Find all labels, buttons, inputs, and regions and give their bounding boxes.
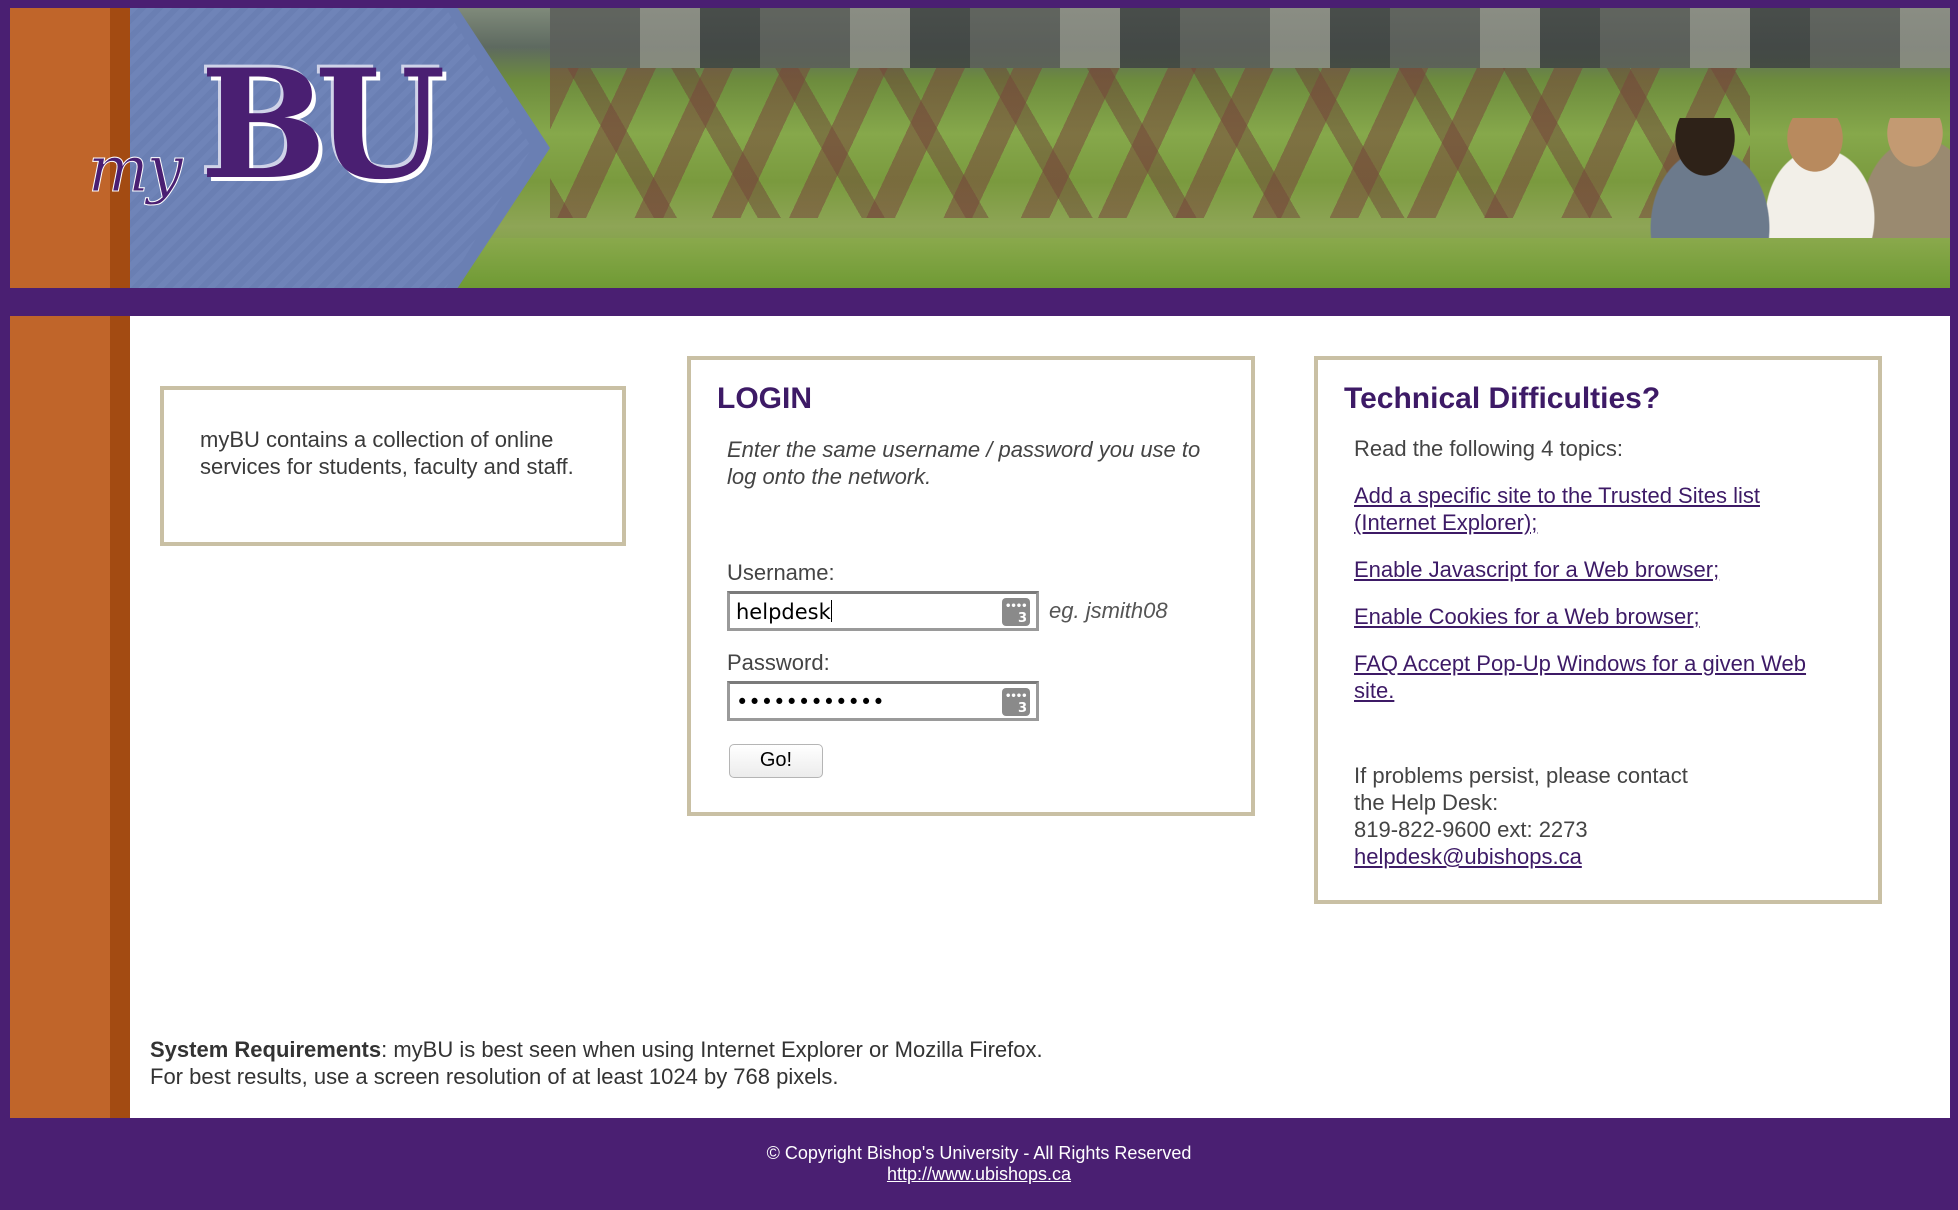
header-banner [10,8,1950,288]
header-divider [10,288,1950,316]
helpdesk-phone: 819-822-9600 ext: 2273 [1354,817,1588,842]
username-example: eg. jsmith08 [1049,598,1168,623]
footer [0,1110,1958,1210]
help-links [1344,482,1852,704]
link-enable-cookies[interactable]: Enable Cookies for a Web browser; [1354,604,1700,629]
password-label: Password: [727,650,830,675]
contact-line-2: the Help Desk: [1354,790,1499,815]
keyboard-icon[interactable]: •••• 3 [1002,598,1030,626]
sysreq-resolution: For best results, use a screen resolution of at least 1024 by 768 pixels. [150,1064,839,1089]
tech-help-box [1314,356,1882,904]
username-label: Username: [727,560,835,585]
sysreq-label: System Requirements [150,1037,382,1062]
building-background [550,8,1950,68]
left-orange-strip [10,316,110,1118]
go-button[interactable]: Go! [729,744,823,778]
sysreq-text: : myBU is best seen when using Internet Explorer or Mozilla Firefox. [381,1037,1043,1062]
tech-help-title: Technical Difficulties? [1344,382,1661,415]
username-value: helpdesk [736,600,831,624]
left-orange-accent [110,316,130,1118]
password-value: •••••••••••• [736,690,885,714]
flower-bed [550,68,1750,218]
link-trusted-sites[interactable]: Add a specific site to the Trusted Sites list (Internet Explorer); [1354,483,1760,535]
login-hint: Enter the same username / password you use to log onto the network. [727,437,1201,489]
keyboard-icon[interactable]: •••• 3 [1002,688,1030,716]
contact-line-1: If problems persist, please contact [1354,763,1688,788]
helpdesk-email-link[interactable]: helpdesk@ubishops.ca [1354,844,1582,869]
helpdesk-contact [1354,762,1852,870]
logo-bu-monogram: BU [200,37,434,213]
login-title: LOGIN [717,382,812,415]
text-caret [831,600,832,622]
main-content [10,316,1950,1118]
password-input[interactable] [727,681,1039,721]
footer-website-link[interactable]: http://www.ubishops.ca [886,1164,1072,1184]
link-popup-windows[interactable]: FAQ Accept Pop-Up Windows for a given Web site. [1354,651,1807,703]
footer-copyright: © Copyright Bishop's University - All Rights Reserved [766,1143,1192,1163]
username-input[interactable] [727,591,1039,631]
link-enable-javascript[interactable]: Enable Javascript for a Web browser; [1354,557,1720,582]
page-frame [10,8,1950,1118]
system-requirements [150,1036,1043,1090]
intro-box [160,386,626,546]
tech-help-lead: Read the following 4 topics: [1354,436,1624,461]
logo-my-text: my [88,133,181,207]
intro-text: myBU contains a collection of online services for students, faculty and staff. [200,427,574,479]
login-box [687,356,1255,816]
